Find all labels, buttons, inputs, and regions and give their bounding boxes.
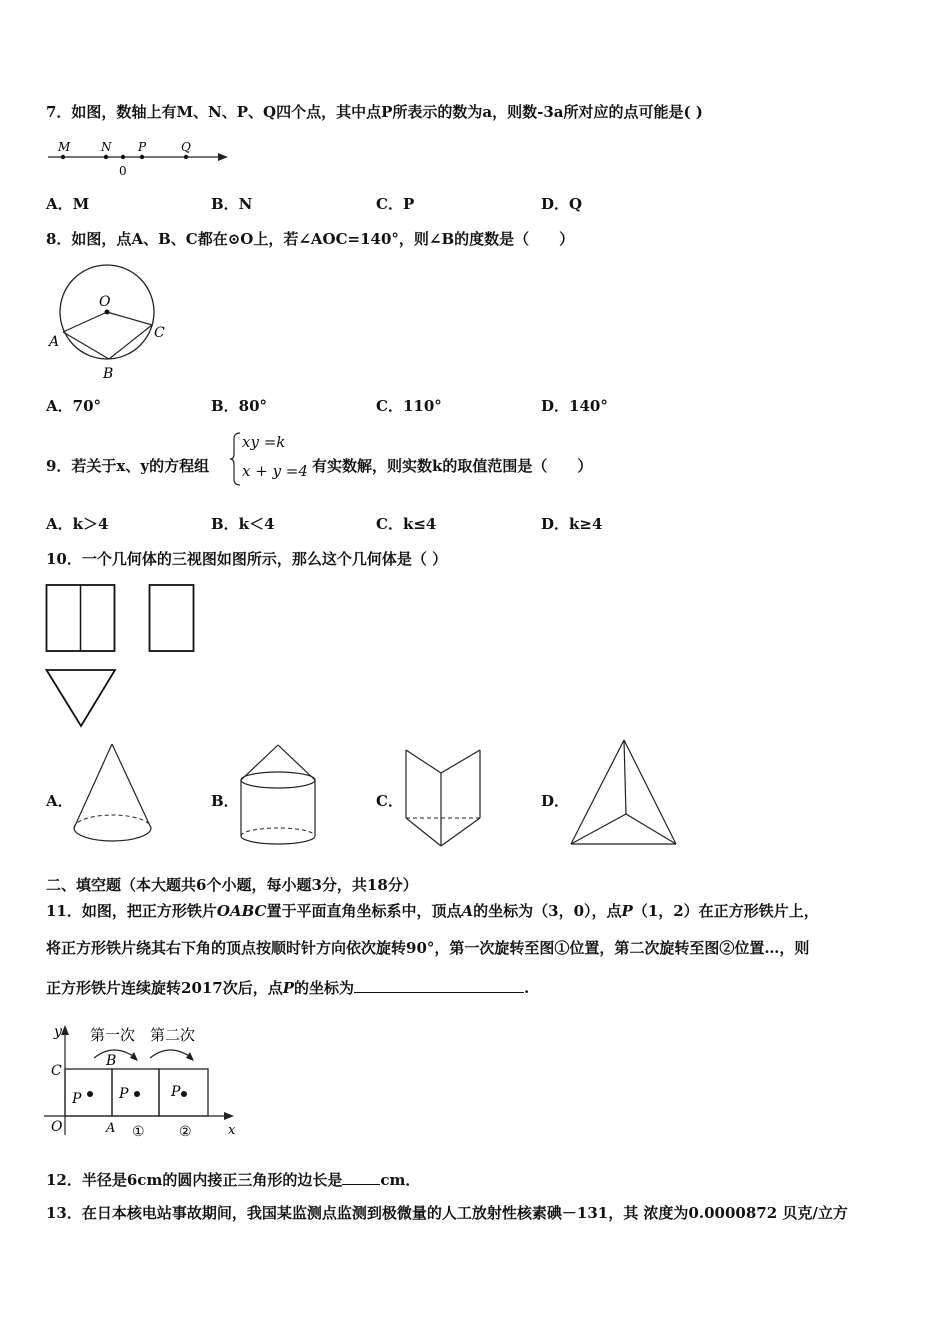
q7-option-c: C．P [376, 195, 415, 213]
point-q [184, 155, 188, 159]
q11-line-3 [46, 978, 529, 996]
label-p-1: P [72, 1091, 82, 1107]
circle-figure [46, 262, 176, 382]
q11-line-1-b: OABC [216, 902, 267, 920]
q11-line-2: 将正方形铁片绕其右下角的顶点按顺时针方向依次旋转90°，第一次旋转至图①位置，第二次旋转至图②位置…，则 [46, 939, 810, 957]
label-first-rotation: 第一次 [90, 1026, 136, 1044]
label-b: B [103, 366, 114, 382]
q11-line-1-c: 置于平面直角坐标系中，顶点 [266, 902, 462, 920]
side-view [150, 585, 194, 651]
q7-option-b: B．N [211, 195, 253, 213]
q11-answer-blank[interactable] [354, 978, 524, 993]
label-a: A [106, 1121, 116, 1136]
q11-line-3-a: 正方形铁片连续旋转2017次后，点 [46, 979, 283, 997]
triangular-prism-figure [403, 748, 488, 853]
q9-option-d: D．k≥4 [541, 515, 603, 533]
q12-stem [46, 1170, 420, 1188]
rotation-figure [44, 1020, 244, 1140]
section-2-heading: 二、填空题（本大题共6个小题，每小题3分，共18分） [46, 876, 418, 894]
label-m: M [58, 140, 71, 154]
q11-line-1-e: 的坐标为（3，0），点 [473, 902, 622, 920]
label-n: N [101, 140, 112, 154]
q10-option-d: D． [541, 792, 570, 810]
q10-option-a: A． [46, 792, 73, 810]
label-o: O [99, 294, 111, 310]
q11-line-3-c: 的坐标为 [294, 979, 355, 997]
label-circle-2: ② [179, 1124, 192, 1140]
cone-on-cylinder-figure [236, 740, 326, 850]
q8-stem: 8．如图，点A、B、C都在⊙O上，若∠AOC=140°，则∠B的度数是（ ） [46, 230, 575, 248]
top-view [47, 670, 116, 726]
cone-figure [70, 740, 160, 850]
q8-option-c: C．110° [376, 397, 442, 415]
q11-line-1-a: 11．如图，把正方形铁片 [46, 902, 217, 920]
point-zero [121, 155, 125, 159]
label-c: C [51, 1063, 62, 1079]
label-c: C [154, 325, 165, 341]
q11-line-3-end: . [524, 979, 530, 997]
q11-line-1-g: （1，2）在正方形铁片上， [632, 902, 819, 920]
q9-option-b: B．k＜4 [211, 515, 275, 533]
q10-option-c: C． [376, 792, 403, 810]
q12-text-a: 12．半径是6cm的圆内接正三角形的边长是 [46, 1171, 343, 1189]
q11-line-1 [46, 904, 819, 919]
label-p-3: P [171, 1084, 181, 1100]
q7-option-a: A．M [46, 195, 90, 213]
q11-line-3-b: P [282, 979, 295, 997]
q9-option-a: A．k＞4 [46, 515, 109, 533]
q9-option-c: C．k≤4 [376, 515, 437, 533]
q9-prefix: 9．若关于x、y的方程组 [46, 457, 210, 475]
point-m [61, 155, 65, 159]
q9-equation-1: xy =k [242, 433, 286, 451]
q12-answer-blank[interactable] [342, 1170, 380, 1185]
axis-x-label: x [228, 1123, 236, 1138]
point-p [140, 155, 144, 159]
three-views-figure [45, 583, 205, 733]
q10-option-b: B． [211, 792, 239, 810]
q7-option-d: D．Q [541, 195, 583, 213]
q10-stem: 10．一个几何体的三视图如图所示，那么这个几何体是（ ） [46, 550, 448, 568]
pyramid-figure [568, 737, 683, 852]
label-p: P [138, 140, 147, 154]
q11-line-1-f: P [621, 902, 633, 920]
label-o: O [51, 1119, 63, 1135]
axis-y-label: y [54, 1024, 62, 1040]
number-line-figure [46, 138, 236, 183]
label-p-2: P [119, 1086, 129, 1102]
q8-option-d: D．140° [541, 397, 608, 415]
label-b: B [106, 1053, 117, 1069]
label-zero: 0 [119, 164, 127, 178]
q9-suffix: 有实数解，则实数k的取值范围是（ ） [312, 457, 593, 475]
q11-line-1-d: A [461, 902, 474, 920]
label-circle-1: ① [132, 1124, 145, 1140]
point-n [104, 155, 108, 159]
q7-stem: 7．如图，数轴上有M、N、P、Q四个点，其中点P所表示的数为a，则数-3a所对应的点可能是( ) [46, 103, 703, 121]
q13-stem: 13．在日本核电站事故期间，我国某监测点监测到极微量的人工放射性核素碘－131，其 浓度为0.0000872 贝克/立方 [46, 1204, 848, 1222]
label-q: Q [181, 140, 191, 154]
label-second-rotation: 第二次 [150, 1026, 196, 1044]
q12-text-b: cm． [380, 1171, 421, 1189]
q8-option-b: B．80° [211, 397, 268, 415]
q9-equation-2: x + y =4 [242, 462, 308, 480]
label-a: A [49, 334, 60, 350]
q8-option-a: A．70° [46, 397, 102, 415]
